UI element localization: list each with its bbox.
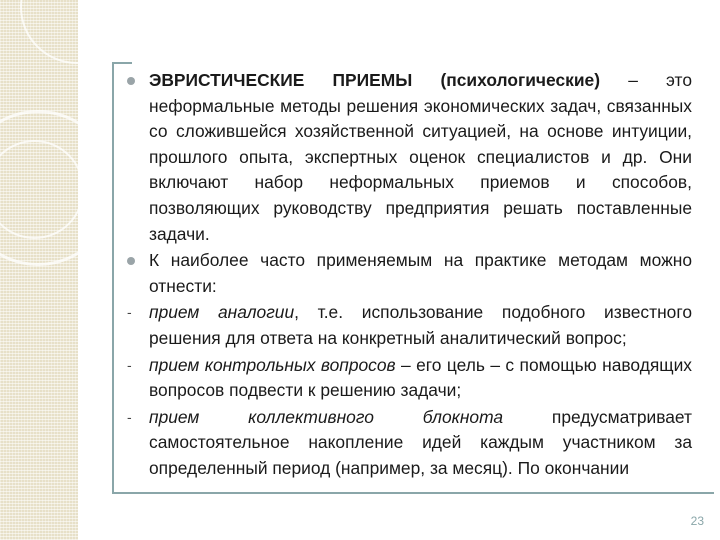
bullet-text: К наиболее часто применяемым на практике методам можно отнести: [149,250,692,296]
decorative-circle [20,0,134,64]
dash-item [124,300,692,351]
dash-text [149,353,692,404]
slide-content [124,68,692,483]
method-name: прием аналогии [149,302,295,323]
method-description: – его цель – с помощью наводящих вопросов подвести к решению задачи; [149,354,692,401]
frame-accent [112,62,132,64]
bullet-marker-icon [127,77,135,85]
bullet-marker-icon [127,257,135,265]
method-name: прием контрольных вопросов [149,354,396,375]
dash-item [124,353,692,404]
definition-text: – это неформальные методы решения экономических задач, связанных со сложившейся хозяйственной ситуацией, на основе интуиции, прошлого опыта, экспертных оценок специалистов и др. Они включают набор неформальных приемов и способов, позволяющих руководству предприятия решать поставленные задачи. [149,70,692,244]
decorative-sidebar [0,0,78,540]
dash-marker: - [127,356,132,373]
bullet-item [124,248,692,299]
term-heuristic: ЭВРИСТИЧЕСКИЕ ПРИЕМЫ (психологические) [149,70,600,90]
bullet-item [124,68,692,247]
dash-marker: - [127,304,132,321]
page-number: 23 [690,514,704,528]
dash-text [149,300,692,351]
method-name: прием коллективного блокнота [149,406,504,427]
dash-text [149,405,692,482]
method-description: предусматривает самостоятельное накопление идей каждым участником за определенный период (например, за месяц). По окончании [149,406,692,478]
bullet-text [149,68,692,247]
dash-marker: - [127,408,132,425]
dash-item [124,405,692,482]
method-description: , т.е. использование подобного известного решения для ответа на конкретный аналитический вопрос; [149,302,692,348]
